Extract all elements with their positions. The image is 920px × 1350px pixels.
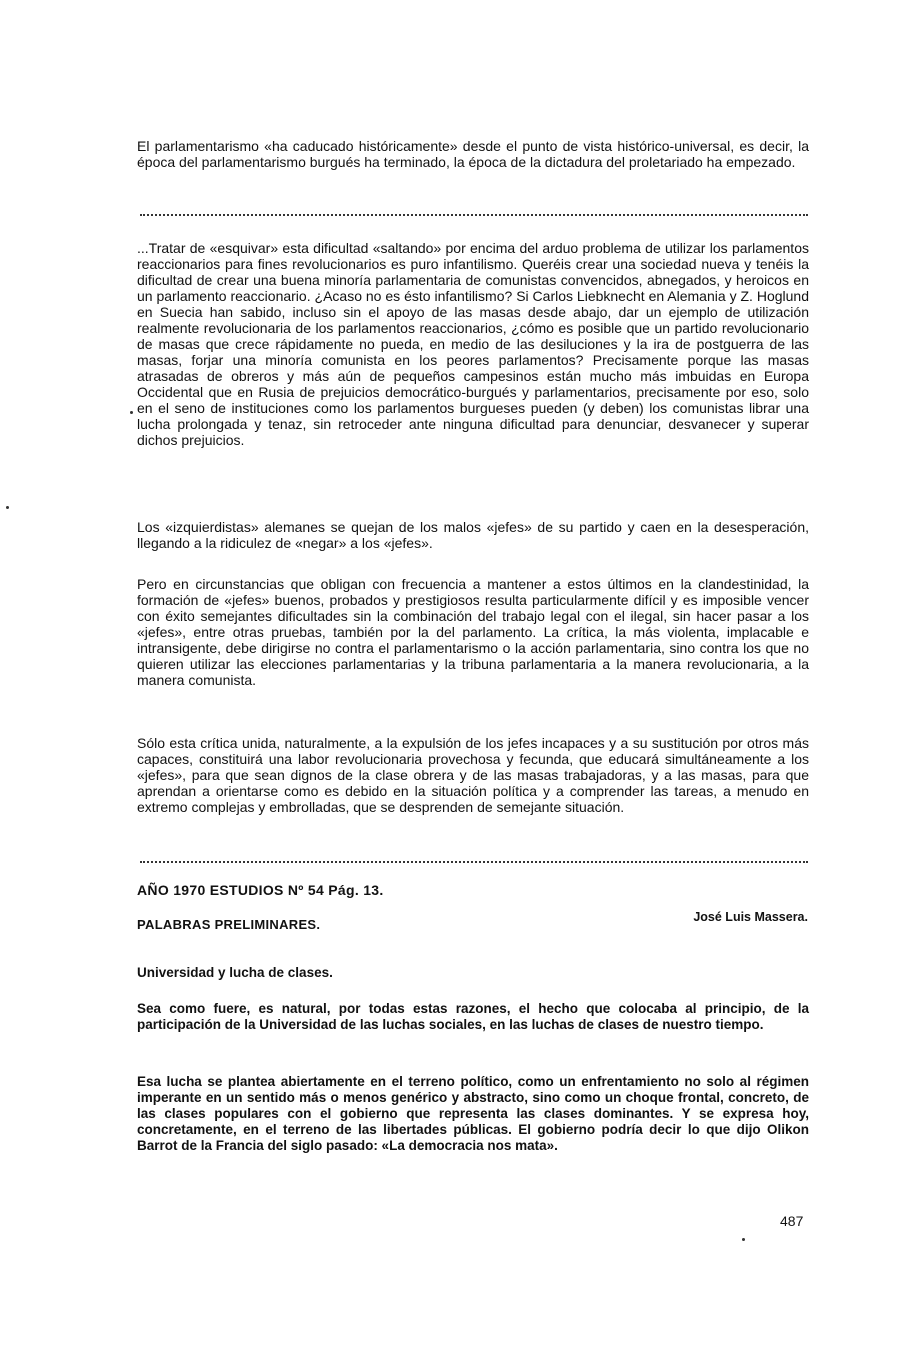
page-number: 487 <box>780 1213 804 1229</box>
bold-paragraph-political-struggle: Esa lucha se plantea abiertamente en el terreno político, como un enfrentamiento no solo al régimen imperante en un sentido más o menos genérico y abstracto, sino como un choque frontal, concreto, de las clases populares con el gobierno que representa las clases dominantes. Y se expresa hoy, concretamente, en el terreno de las libertades públicas. El gobierno podría decir lo que dijo Olikon Barrot de la Francia del siglo pasado: «La democracia nos mata». <box>137 1074 809 1153</box>
paragraph-clandestinity: Pero en circunstancias que obligan con frecuencia a mantener a estos últimos en la clandestinidad, la formación de «jefes» buenos, probados y prestigiosos resulta particularmente difícil y es imposible vencer con éxito semejantes dificultades sin la combinación del trabajo legal con el ilegal, sin hacer pasar a los «jefes», entre otras pruebas, también por la del parlamento. La crítica, la más violenta, implacable e intransigente, debe dirigirse no contra el parlamentarismo o la acción parlamentaria, sino contra los que no quieren utilizar las elecciones parlamentarias y la tribuna parlamentaria a la manera revolucionaria, a la manera comunista. <box>137 576 809 688</box>
paragraph-parliamentarism: El parlamentarismo «ha caducado históricamente» desde el punto de vista histórico-universal, es decir, la época del parlamentarismo burgués ha terminado, la época de la dictadura del proletariado ha empezado. <box>137 138 809 170</box>
dotted-separator-2 <box>140 861 808 863</box>
scan-speck <box>6 506 9 509</box>
source-line: AÑO 1970 ESTUDIOS Nº 54 Pág. 13. <box>137 882 384 898</box>
dotted-separator-1 <box>140 214 808 216</box>
bold-paragraph-university-struggle: Sea como fuere, es natural, por todas estas razones, el hecho que colocaba al principio, de la participación de la Universidad de las luchas sociales, en las luchas de clases de nuestro tiempo. <box>137 1001 809 1032</box>
paragraph-critique: Sólo esta crítica unida, naturalmente, a la expulsión de los jefes incapaces y a su sustitución por otros más capaces, constituirá una labor revolucionaria provechosa y fecunda, que educará simultáneamente a los «jefes», para que sean dignos de la clase obrera y de las masas trabajadoras, y a las masas, para que aprendan a orientarse como es debido en la situación política y a comprender las tareas, a menudo en extremo complejas y embrolladas, que se desprenden de semejante situación. <box>137 735 809 815</box>
author-name: José Luis Massera. <box>693 910 808 924</box>
section-title: PALABRAS PRELIMINARES. <box>137 917 321 932</box>
scan-speck <box>742 1238 745 1241</box>
paragraph-infantilism: ...Tratar de «esquivar» esta dificultad «saltando» por encima del arduo problema de utilizar los parlamentos reaccionarios para fines revolucionarios es puro infantilismo. Queréis crear una sociedad nueva y tenéis la dificultad de crear una buena minoría parlamentaria de comunistas convencidos, abnegados, y heroicos en un parlamento reaccionario. ¿Acaso no es ésto infantilismo? Si Carlos Liebknecht en Alemania y Z. Hoglund en Suecia han sabido, incluso sin el apoyo de las masas desde abajo, dar un ejemplo de utilización realmente revolucionaria de los parlamentos reaccionarios, ¿cómo es posible que un partido revolucionario de masas que crece rápidamente no pueda, en medio de las desiluciones y la ira de postguerra de las masas, forjar una minoría comunista en los peores parlamentos? Precisamente porque las masas atrasadas de obreros y más aún de pequeños campesinos están mucho más imbuidas en Europa Occidental que en Rusia de prejuicios democrático-burgués y parlamentarios, precisamente por eso, solo en el seno de instituciones como los parlamentos burgueses pueden (y deben) los comunistas librar una lucha prolongada y tenaz, sin retroceder ante ninguna dificultad para denunciar, desvanecer y superar dichos prejuicios. <box>137 240 809 448</box>
subheading-university: Universidad y lucha de clases. <box>137 965 333 980</box>
paragraph-leftists: Los «izquierdistas» alemanes se quejan de los malos «jefes» de su partido y caen en la desesperación, llegando a la ridiculez de «negar» a los «jefes». <box>137 519 809 551</box>
scan-speck <box>130 411 133 414</box>
